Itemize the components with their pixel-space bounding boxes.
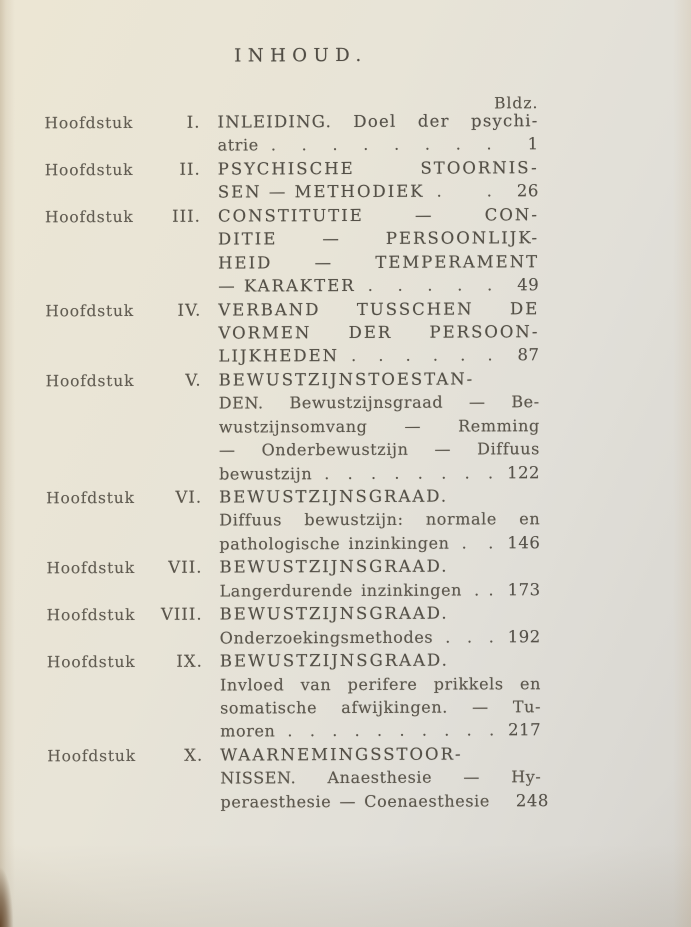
page-number: 1 [527,134,539,154]
entry-text: peraesthesie — Coenaesthesie [220,791,490,812]
entry-text: DITIE — PERSOONLIJK- [217,228,540,249]
chapter-numeral: VIII. [160,604,203,624]
toc-row [46,392,540,418]
page-number: 87 [517,345,540,365]
dot-leader: . . . [445,626,494,647]
entry-text: HEID — TEMPERAMENT [218,251,540,273]
page-number: 217 [508,720,542,740]
toc-row [46,439,540,465]
chapter-label: Hoofdstuk [46,559,136,578]
page-number-column-header: Bldz. [494,94,539,113]
chapter-numeral: I. [186,112,201,132]
toc-row [46,463,540,489]
entry-text: BEWUSTZIJNSGRAAD. [219,556,449,577]
chapter-numeral: V. [185,370,202,390]
toc-row [47,790,549,817]
entry-text: moren [220,721,276,741]
page-number: 192 [507,626,541,646]
chapter-label: Hoofdstuk [45,371,135,391]
entry-text: CONSTITUTIE — CON- [217,204,539,226]
chapter-numeral: IV. [177,300,202,320]
toc-row [46,486,540,512]
entry-text: INLEIDING. Doel der psychi- [217,111,539,132]
toc-row [47,603,541,629]
entry-text: BEWUSTZIJNSTOESTAN- [218,369,475,390]
entry-text: Diffuus bewustzijn: normale en [219,509,541,530]
toc-row [45,299,539,325]
chapter-label: Hoofdstuk [45,301,134,320]
chapter-label: Hoofdstuk [47,746,136,766]
dot-leader: . . . . . . . . . . [287,720,495,741]
entry-text: NISSEN. Anaesthesie — Hy- [220,767,542,788]
toc-row [47,627,541,653]
toc-row [46,556,540,582]
entry-text: DEN. Bewustzijnsgraad — Be- [218,392,540,413]
entry-text: — KARAKTER [218,276,356,296]
chapter-numeral: VII. [168,557,203,578]
chapter-label: Hoofdstuk [44,207,134,227]
page-number: 146 [507,533,541,553]
toc-row [45,205,539,231]
toc-row [45,135,539,161]
entry-text: Langerdurende inzinkingen [219,580,463,601]
chapter-numeral: II. [179,159,201,179]
page-number: 248 [515,790,549,810]
toc-row [47,721,541,747]
toc-row [46,510,540,536]
toc-row [44,111,538,137]
entry-text: BEWUSTZIJNSGRAAD. [219,603,449,624]
toc-row [45,228,539,254]
chapter-numeral: III. [172,206,201,226]
entry-text: BEWUSTZIJNSGRAAD. [219,486,449,507]
toc-row [45,275,539,301]
entry-text: WAARNEMINGSSTOOR- [220,744,463,765]
entry-text: atrie [217,135,259,155]
dot-leader: . . [461,533,494,553]
toc-row [45,181,539,207]
dot-leader: . . . . . . . . [324,462,494,483]
chapter-numeral: VI. [175,487,203,507]
chapter-label: Hoofdstuk [46,652,136,672]
entry-text: LIJKHEDEN [218,346,340,366]
toc-row [46,416,540,442]
chapter-numeral: X. [184,745,204,765]
dot-leader: . . . . . . [351,345,493,366]
entry-text: PSYCHISCHE STOORNIS- [217,158,539,179]
entry-text: VERBAND TUSSCHEN DE [218,298,540,320]
dot-leader: . . [474,580,494,600]
toc-row [47,580,541,606]
chapter-label: Hoofdstuk [46,488,135,508]
chapter-numeral: IX. [176,651,203,671]
toc-row [45,346,539,372]
toc-row [46,369,540,395]
dot-leader: . . . . . . . . [270,134,492,155]
dot-leader: . . . . . [367,275,493,295]
entry-text: Onderzoekingsmethodes [219,627,434,648]
toc-row [47,767,541,793]
entry-text: VORMEN DER PERSOON- [218,322,540,343]
dot-leader: . . [436,181,492,201]
toc-row [47,744,541,770]
table-of-contents [44,111,549,816]
toc-row [45,322,539,348]
toc-row [45,252,539,278]
page-number: 26 [516,181,539,201]
toc-row [47,697,541,723]
toc-row [47,674,541,700]
entry-text: pathologische inzinkingen [219,533,450,554]
entry-text: — Onderbewustzijn — Diffuus [218,439,540,460]
page-number: 122 [506,462,541,482]
entry-text: BEWUSTZIJNSGRAAD. [219,650,449,671]
entry-text: SEN — METHODIEK [217,181,425,202]
toc-row [45,158,539,184]
chapter-label: Hoofdstuk [46,606,136,625]
page-title: INHOUD. [234,44,368,67]
entry-text: somatische afwijkingen. — Tu- [220,697,542,718]
entry-text: Invloed van perifere prikkels en [219,673,542,695]
page-number: 173 [507,579,541,600]
entry-text: bewustzijn [219,463,313,484]
chapter-label: Hoofdstuk [44,160,134,180]
toc-row [46,533,540,559]
page-number: 49 [517,275,540,295]
toc-row [47,650,541,676]
chapter-label: Hoofdstuk [44,113,134,133]
entry-text: wustzijnsomvang — Remming [218,415,540,437]
